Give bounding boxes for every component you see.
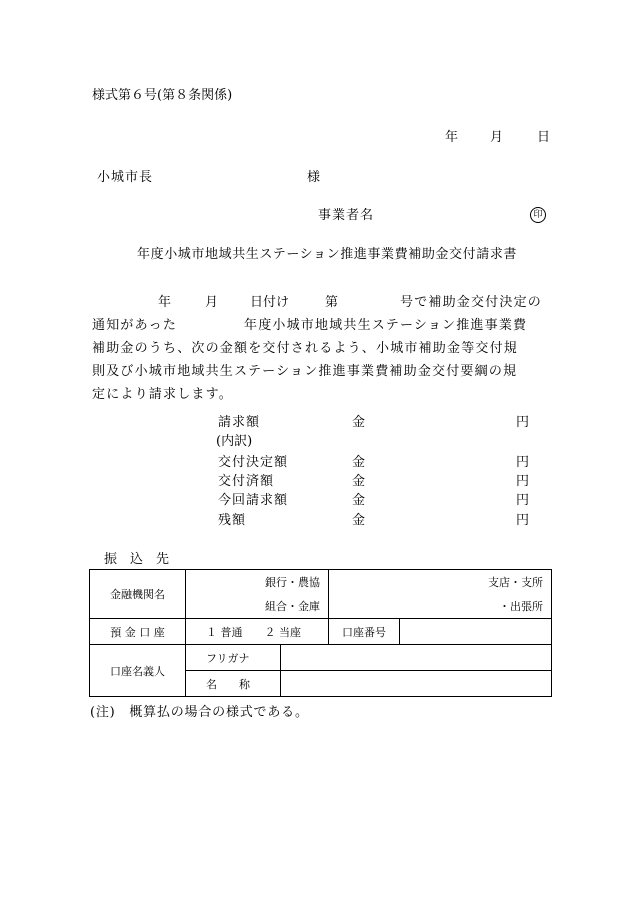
holder-name-label: 名 称 [186,671,281,697]
item-decided-suffix: 円 [516,455,530,470]
account-holder-label: 口座名義人 [90,645,186,697]
item-paid-suffix: 円 [516,474,530,489]
item-decided-prefix: 金 [352,455,366,470]
item-remaining-label: 残額 [218,513,247,528]
account-number-label: 口座番号 [329,619,400,645]
furigana-field [281,645,552,671]
transfer-heading: 振 込 先 [104,552,170,567]
branch-type-1: 支店・支所 [329,570,552,595]
request-amount-prefix: 金 [352,415,366,430]
holder-name-field [281,671,552,697]
applicant-label: 事業者名 [318,208,375,223]
item-current-prefix: 金 [352,493,366,508]
body-l1-month: 月 [205,295,219,310]
body-l2-a: 通知があった [92,318,178,333]
item-decided-label: 交付決定額 [218,455,289,470]
deposit-account-label: 預 金 口 座 [90,619,186,645]
body-l2-b: 年度小城市地域共生ステーション推進事業費 [244,318,528,333]
body-l4: 則及び小城市地域共生ステーション推進事業費補助金交付要綱の規 [92,364,518,379]
account-number-field [400,619,552,645]
item-remaining-suffix: 円 [516,513,530,528]
branch-type-2: ・出張所 [329,595,552,619]
seal-mark: 印 [530,207,546,223]
date-year-label: 年 [445,130,459,145]
body-l1-day: 日付け [250,295,290,310]
date-day-label: 日 [537,130,551,145]
bank-name-label: 金融機関名 [90,570,186,619]
body-l1-rest: 号で補助金交付決定の [400,295,543,310]
item-paid-prefix: 金 [352,474,366,489]
body-l1-no: 第 [325,295,339,310]
request-amount-suffix: 円 [516,415,530,430]
furigana-label: フリガナ [186,645,281,671]
request-amount-label: 請求額 [218,415,261,430]
form-label: 様式第６号(第８条関係) [92,88,233,103]
body-l5: 定により請求します。 [92,387,233,402]
addressee-honorific: 様 [307,170,321,185]
bank-type-1: 銀行・農協 [186,570,329,595]
deposit-type-options: １ 普通 ２ 当座 [186,619,329,645]
document-title: 年度小城市地域共生ステーション推進事業費補助金交付請求書 [137,247,518,262]
item-current-label: 今回請求額 [218,493,289,508]
date-month-label: 月 [490,130,504,145]
item-current-suffix: 円 [516,493,530,508]
bank-type-2: 組合・金庫 [186,595,329,619]
transfer-table [89,569,552,697]
addressee-name: 小城市長 [97,170,154,185]
body-l3: 補助金のうち、次の金額を交付されるよう、小城市補助金等交付規 [92,341,519,356]
item-paid-label: 交付済額 [218,474,275,489]
footnote: (注) 概算払の場合の様式である。 [90,705,309,720]
item-remaining-prefix: 金 [352,513,366,528]
body-l1-year: 年 [158,295,172,310]
breakdown-label: (内訳) [216,434,253,449]
